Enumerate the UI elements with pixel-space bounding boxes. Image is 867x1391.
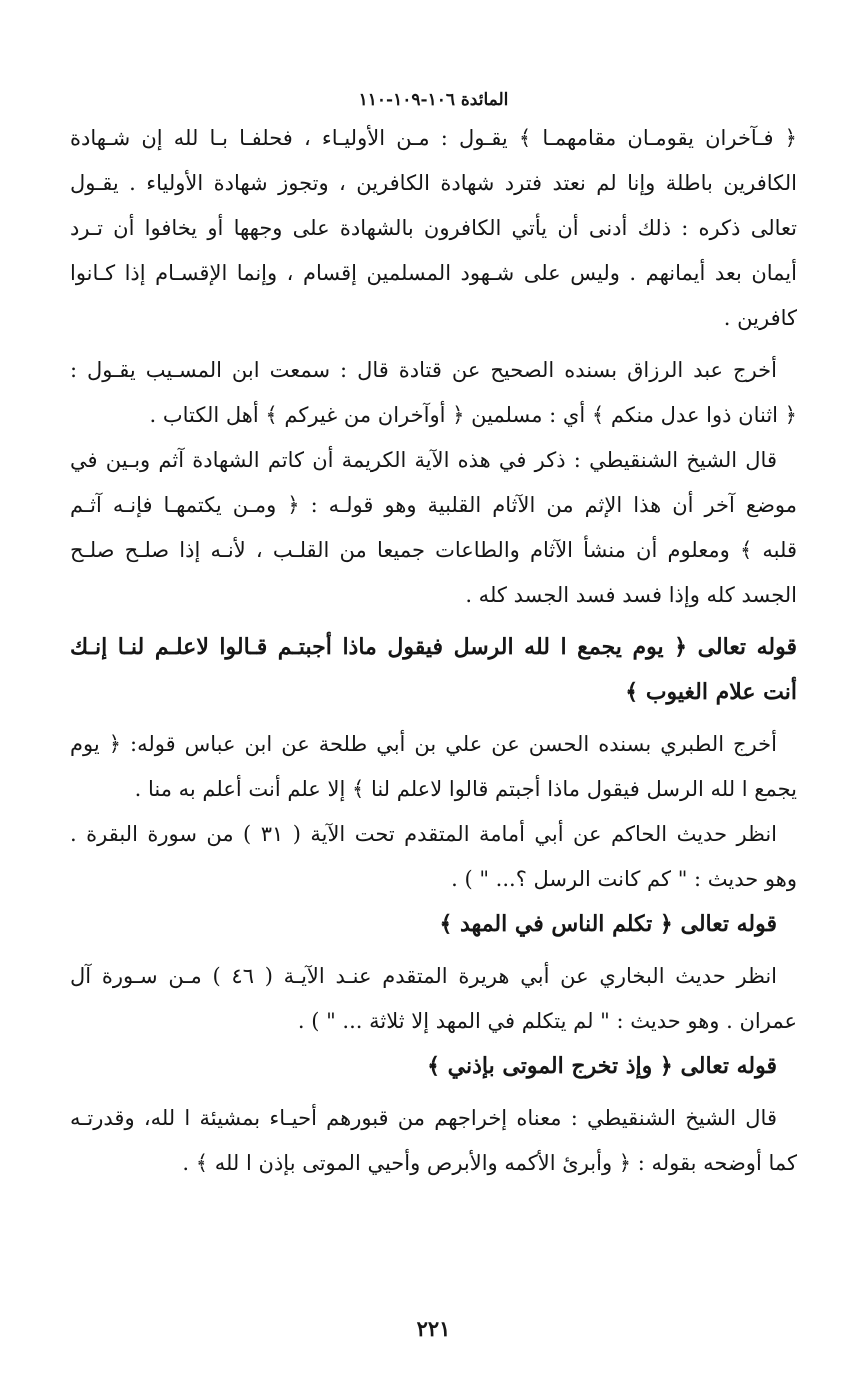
verse-heading: أنت علام الغيوب ﴾ (625, 679, 797, 705)
text-line: قال الشيخ الشنقيطي : ذكر في هذه الآية الكريمة أن كاتم الشهادة آثم وبـين في (70, 448, 777, 472)
text-line: عمران . وهو حديث : " لم يتكلم في المهد إلا ثلاثة ... " ) . (297, 1009, 797, 1033)
text-line: انظر حديث الحاكم عن أبي أمامة المتقدم تحت الآية ( ٣١ ) من سورة البقرة . (70, 822, 777, 846)
verse-heading: قوله تعالى ﴿ تكلم الناس في المهد ﴾ (439, 911, 777, 937)
text-line: يجمع ا لله الرسل فيقول ماذا أجبتم قالوا لاعلم لنا ﴾ إلا علم أنت أعلم به منا . (134, 777, 797, 801)
text-line: أخرج عبد الرزاق بسنده الصحيح عن قتادة قال : سمعت ابن المسـيب يقـول : (70, 358, 777, 382)
text-line: الجسد كله وإذا فسد فسد الجسد كله . (465, 583, 797, 607)
text-line: كما أوضحه بقوله : ﴿ وأبرئ الأكمه والأبرص وأحيي الموتى بإذن ا لله ﴾ . (182, 1151, 797, 1175)
text-line: أيمان بعد أيمانهم . وليس على شـهود المسلمين إقسام ، وإنما الإقسـام إذا كـانوا (70, 261, 797, 285)
text-line: انظر حديث البخاري عن أبي هريرة المتقدم عنـد الآيـة ( ٤٦ ) مـن سـورة آل (70, 964, 777, 988)
text-line: موضع آخر أن هذا الإثم من الآثام القلبية وهو قولـه : ﴿ ومـن يكتمهـا فإنـه آثـم (70, 493, 797, 517)
text-line: تعالى ذكره : ذلك أدنى أن يأتي الكافرون بالشهادة على وجهها أو يخافوا أن تـرد (70, 216, 797, 240)
running-header: المائدة ١٠٦-١٠٩-١١٠ (358, 90, 509, 110)
text-line: قال الشيخ الشنقيطي : معناه إخراجهم من قبورهم أحيـاء بمشيئة ا لله، وقدرتـه (70, 1106, 777, 1130)
text-line: وهو حديث : " كم كانت الرسل ؟... " ) . (451, 867, 797, 891)
page (70, 90, 797, 1350)
text-line: أخرج الطبري بسنده الحسن عن علي بن أبي طلحة عن ابن عباس قوله: ﴿ يوم (70, 732, 777, 756)
text-line: كافرين . (723, 306, 797, 330)
verse-heading: قوله تعالى ﴿ وإذ تخرج الموتى بإذني ﴾ (427, 1053, 777, 1079)
page-number: ٢٢١ (416, 1316, 451, 1341)
text-line: قلبه ﴾ ومعلوم أن منشأ الآثام والطاعات جميعا من القلـب ، لأنـه إذا صلـح صلـح (70, 538, 797, 562)
verse-heading: قوله تعالى ﴿ يوم يجمع ا لله الرسل فيقول ماذا أجبتـم قـالوا لاعلـم لنـا إنـك (70, 634, 797, 660)
text-line: ﴿ فـآخران يقومـان مقامهمـا ﴾ يقـول : مـن الأوليـاء ، فحلفـا بـا لله إن شـهادة (70, 126, 797, 150)
text-line: الكافرين باطلة وإنا لم نعتد فترد شهادة الكافرين ، وتجوز شهادة الأولياء . يقـول (70, 171, 797, 195)
text-line: ﴿ اثنان ذوا عدل منكم ﴾ أي : مسلمين ﴿ أوآخران من غيركم ﴾ أهل الكتاب . (149, 403, 797, 427)
